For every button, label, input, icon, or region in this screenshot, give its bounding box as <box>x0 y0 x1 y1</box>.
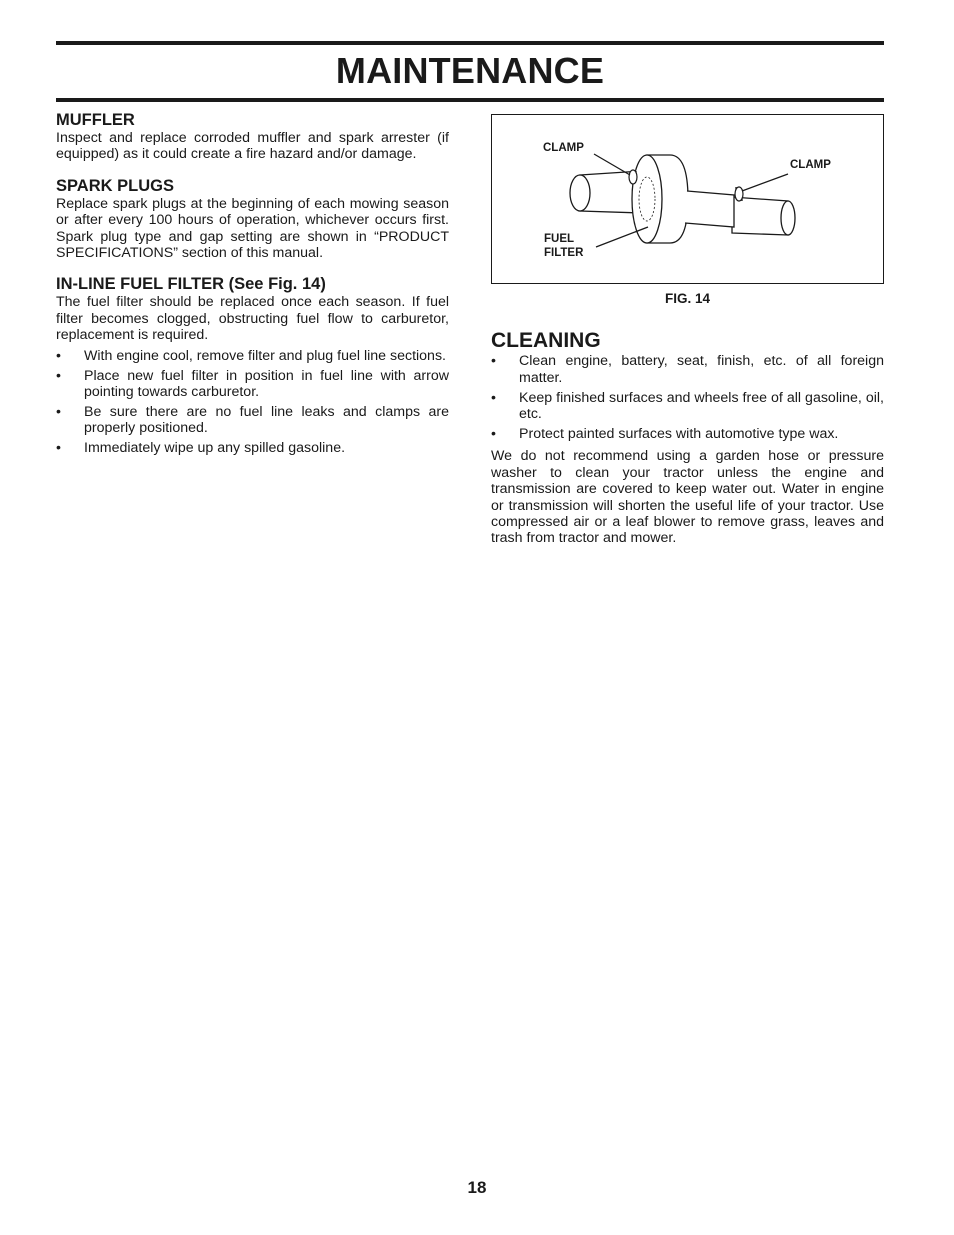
list-item-text: Keep finished surfaces and wheels free of all gasoline, oil, etc. <box>519 389 884 423</box>
list-item-text: With engine cool, remove filter and plug fuel line sections. <box>84 347 446 364</box>
filter-label: FILTER <box>544 247 584 259</box>
muffler-body: Inspect and replace corroded muffler and spark arrester (if equipped) as it could create a fire hazard and/or damage. <box>56 130 449 163</box>
page-number: 18 <box>467 1178 487 1197</box>
fuel-filter-steps <box>56 348 449 457</box>
cleaning-heading: CLEANING <box>491 329 601 353</box>
list-item-text: Protect painted surfaces with automotive type wax. <box>519 426 839 443</box>
list-item-text: Immediately wipe up any spilled gasoline. <box>84 440 346 457</box>
fuel-filter-section <box>56 274 449 456</box>
list-item-text: Clean engine, battery, seat, finish, etc. of all foreign matter. <box>519 353 884 386</box>
bullet-icon: • <box>56 367 61 384</box>
clamp-label-right: CLAMP <box>790 159 831 171</box>
list-item <box>56 348 449 364</box>
figure-14 <box>491 114 884 284</box>
spark-plugs-body: Replace spark plugs at the beginning of each mowing season or after every 100 hours of operation, whichever occurs first. Spark plug type and gap setting are shown in “PRODUCT SPECIFICATIONS” section of this manual. <box>56 195 449 262</box>
list-item <box>56 368 449 401</box>
list-item-text: Be sure there are no fuel line leaks and clamps are properly positioned. <box>84 403 449 437</box>
spark-plugs-heading: SPARK PLUGS <box>56 176 174 195</box>
list-item <box>491 426 884 442</box>
bullet-icon: • <box>56 440 61 457</box>
list-item <box>56 440 449 456</box>
header-bottom-rule <box>56 98 884 102</box>
right-column <box>491 110 884 547</box>
clamp-label-left: CLAMP <box>543 142 584 154</box>
cleaning-body: We do not recommend using a garden hose or pressure washer to clean your tractor unless the engine and transmission are covered to keep water out. Water in engine or transmission will shorten the useful life of your tractor. Use compressed air or a leaf blower to remove grass, leaves and trash from tractor and mower. <box>491 448 884 547</box>
cleaning-list <box>491 353 884 442</box>
bullet-icon: • <box>491 426 496 443</box>
muffler-section <box>56 110 449 163</box>
spark-plugs-section <box>56 176 449 262</box>
left-column <box>56 110 449 470</box>
bullet-icon: • <box>56 403 61 420</box>
list-item <box>491 353 884 386</box>
muffler-heading: MUFFLER <box>56 111 135 129</box>
list-item-text: Place new fuel filter in position in fuel line with arrow pointing towards carburetor. <box>84 367 449 400</box>
fuel-filter-body: The fuel filter should be replaced once each season. If fuel filter becomes clogged, obstructing fuel flow to carburetor, replacement is required. <box>56 294 449 344</box>
fuel-label: FUEL <box>544 233 575 245</box>
bullet-icon: • <box>491 353 496 370</box>
figure-caption: FIG. 14 <box>664 291 710 306</box>
list-item <box>56 404 449 437</box>
cleaning-section <box>491 329 884 546</box>
bullet-icon: • <box>491 389 496 406</box>
page-title: MAINTENANCE <box>335 50 605 91</box>
fuel-filter-heading: IN-LINE FUEL FILTER (See Fig. 14) <box>56 275 326 294</box>
bullet-icon: • <box>56 347 61 364</box>
list-item <box>491 390 884 423</box>
